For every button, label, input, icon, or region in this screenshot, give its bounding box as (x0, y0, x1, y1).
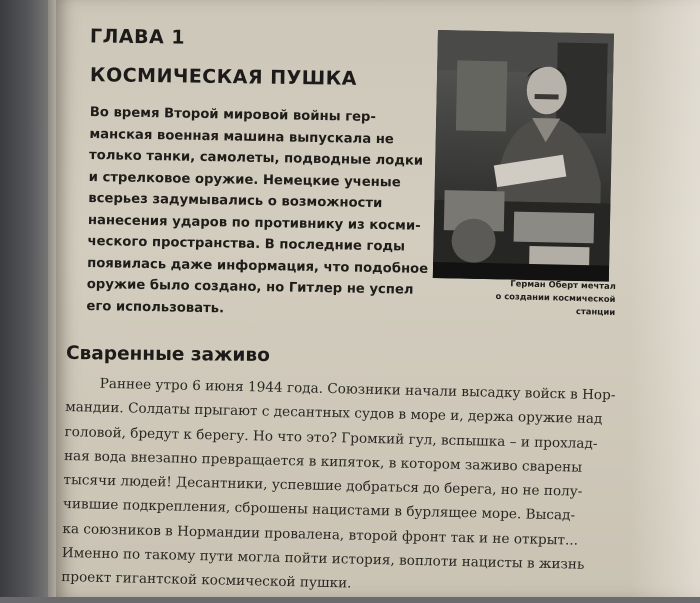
body-line: головой, бредут к берегу. Но что это? Громкий гул, вспышка – и прохлад- (64, 423, 598, 452)
body-line: Раннее утро 6 июня 1944 года. Союзники начали высадку войск в Нор- (99, 375, 616, 404)
body-line: тысячи людей! Десантники, успевшие добраться до берега, но не полу- (63, 472, 583, 500)
body-line: ная вода внезапно превращается в кипяток, в котором заживо сварены (63, 447, 583, 476)
body-line: проект гигантской космической пушки. (61, 569, 352, 592)
intro-line: нанесения ударов по противнику из косми- (87, 212, 421, 234)
body-line: ка союзников в Нормандии провалена, второй фронт так и не открыт... (62, 520, 579, 549)
body-line: чившие подкрепления, сброшены нацистами в бурлящее море. Высад- (62, 496, 576, 525)
book-binding-shadow (0, 0, 52, 597)
intro-paragraph (86, 102, 429, 323)
intro-line: всерьез задумывались о возможности (88, 190, 383, 212)
portrait-photo (433, 30, 614, 282)
chapter-title: КОСМИЧЕСКАЯ ПУШКА (89, 64, 358, 90)
caption-line: станции (575, 305, 616, 317)
photo-caption (439, 275, 616, 319)
section-heading: Сваренные заживо (65, 342, 270, 367)
intro-line: Во время Второй мировой войны гер- (89, 104, 377, 125)
caption-line: о создании космической (495, 290, 616, 304)
body-line: Именно по такому пути могла пойти история, воплоти нацисты в жизнь (61, 545, 585, 573)
intro-line: ческого пространства. В последние годы (87, 233, 406, 255)
intro-line: манская военная машина выпускала не (89, 126, 394, 147)
body-paragraph (61, 371, 646, 603)
caption-line: Герман Оберт мечтал (510, 278, 616, 291)
body-line: мандии. Солдаты прыгают с десантных судов в море и, держа оружие над (64, 399, 603, 428)
intro-line: его использовать. (86, 298, 225, 316)
photo-image (433, 30, 614, 282)
intro-line: оружие было создано, но Гитлер не успел (86, 276, 414, 298)
chapter-label: ГЛАВА 1 (89, 25, 186, 49)
intro-line: только танки, самолеты, подводные лодки (88, 147, 424, 169)
intro-line: и стрелковое оружие. Немецкие ученые (88, 169, 401, 190)
intro-line: появилась даже информация, что подобное (87, 255, 429, 277)
